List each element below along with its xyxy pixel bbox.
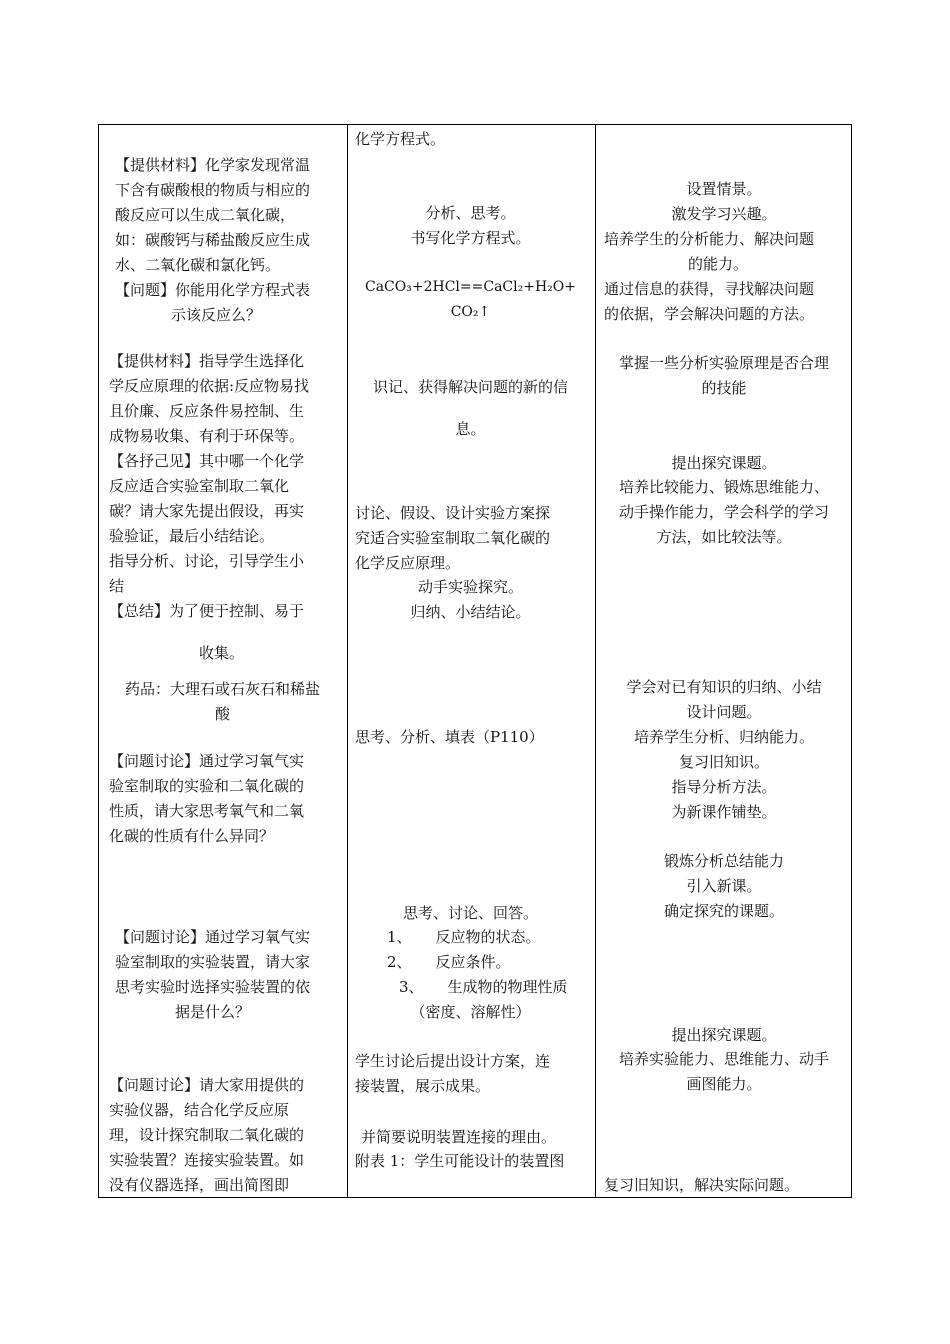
text-line: 如：碳酸钙与稀盐酸反应生成 [115, 231, 311, 249]
answer-item [387, 975, 568, 1000]
text-line: 验验证，最后小结结论。 [109, 527, 275, 545]
text-line: 接装置，展示成果。 [355, 1077, 491, 1095]
text-line: 掌握一些分析实验原理是否合理 [618, 354, 829, 372]
text-line: 培养学生分析、归纳能力。 [633, 728, 814, 746]
design-intent-column [596, 125, 852, 1197]
item-text: 反应条件。 [435, 953, 511, 971]
discuss-block [355, 501, 550, 576]
text-line: 复习旧知识。 [678, 753, 769, 771]
equation-line: CaCO₃+2HCl==CaCl₂+H₂O+ [365, 279, 576, 295]
text-line: 反应适合实验室制取二氧化 [109, 477, 290, 495]
text-line: 确定探究的课题。 [663, 902, 784, 920]
text-line: 碳？请大家先提出假设，再实 [109, 502, 305, 520]
analyze-block [347, 201, 594, 251]
text-line: 【问题讨论】通过学习氧气实 [115, 928, 311, 946]
item-text: 生成物的物理性质 [447, 978, 568, 996]
master-block [596, 351, 852, 401]
text-line: 为新课作铺垫。 [671, 803, 777, 821]
text-line: 动手操作能力，学会科学的学习 [618, 503, 829, 521]
text-line: 并简要说明装置连接的理由。 [361, 1128, 557, 1146]
text-line: 酸反应可以生成二氧化碳， [115, 206, 296, 224]
text-line: 且价廉、反应条件易控制、生 [109, 402, 305, 420]
text-line: 书写化学方程式。 [410, 229, 531, 247]
text-line: 水、二氧化碳和氯化钙。 [115, 256, 281, 274]
chemical-equation [347, 275, 594, 325]
collect-text: 收集。 [199, 644, 245, 662]
text-line: 酸 [214, 705, 230, 723]
equation-line: CO₂↑ [450, 304, 491, 320]
design-block [355, 1049, 550, 1099]
text-line: 结 [109, 577, 125, 595]
text-line: 分析、思考。 [425, 204, 516, 222]
summary-block [596, 675, 852, 825]
text-line: 化碳的性质有什么异同？ [109, 827, 275, 845]
text-line: 实验仪器，结合化学反应原 [109, 1101, 290, 1119]
text-line: 设置情景。 [686, 180, 762, 198]
scene-block [596, 177, 852, 227]
text-line: 没有仪器选择，画出简图即 [109, 1176, 290, 1194]
text-line: 性质，请大家思考氧气和二氧 [109, 802, 305, 820]
train-block [596, 849, 852, 924]
text-line: 学反应原理的依据:反应物易找 [109, 377, 310, 395]
text-line: 培养比较能力、锻炼思维能力、 [618, 478, 829, 496]
text-line: 示该反应么？ [171, 306, 262, 324]
text-line: 提出探究课题。 [671, 1026, 777, 1044]
text-line: 讨论、假设、设计实验方案探 [355, 504, 551, 522]
text-line: 究适合实验室制取二氧化碳的 [355, 529, 551, 547]
text-line: 【问题讨论】通过学习氧气实 [109, 752, 305, 770]
lesson-table [98, 124, 852, 1198]
text-line: 锻炼分析总结能力 [663, 852, 784, 870]
item-text: 反应物的状态。 [435, 928, 541, 946]
text-line: 息。 [455, 420, 486, 438]
text-line: 化学反应原理。 [355, 554, 461, 572]
text-line: 成物易收集、有利于环保等。 [109, 427, 305, 445]
text-line: 复习旧知识，解决实际问题。 [604, 1176, 800, 1194]
text-line: 下含有碳酸根的物质与相应的 [115, 181, 311, 199]
answer-item [387, 925, 568, 950]
compare-block [596, 475, 852, 550]
text-line: 思考实验时选择实验装置的依 [115, 978, 311, 996]
student-activity-column [347, 125, 594, 1197]
text-line: 画图能力。 [686, 1075, 762, 1093]
text-line: 验室制取的实验和二氧化碳的 [109, 777, 305, 795]
text-line: 【提供材料】指导学生选择化 [109, 352, 305, 370]
text-line: 理，设计探究制取二氧化碳的 [109, 1126, 305, 1144]
text-line: 培养实验能力、思维能力、动手 [618, 1050, 829, 1068]
text-line: 引入新课。 [686, 877, 762, 895]
answer-item [387, 950, 568, 975]
material-block-2 [109, 349, 309, 624]
text-line: 识记、获得解决问题的新的信 [372, 378, 568, 396]
text-line: 据是什么？ [175, 1003, 251, 1021]
discussion-block-3 [109, 1073, 304, 1198]
text-line: 激发学习兴趣。 [671, 205, 777, 223]
text-line: 【问题讨论】请大家用提供的 [109, 1076, 305, 1094]
text-line: 验室制取的实验装置，请大家 [115, 953, 311, 971]
text-line: 的依据，学会解决问题的方法。 [604, 305, 815, 323]
text-line: 指导分析、讨论，引导学生小 [109, 552, 305, 570]
text-line: 方法，如比较法等。 [656, 528, 792, 546]
text-line: 的能力。 [688, 255, 749, 273]
text-line: 思考、分析、填表（P110） [355, 728, 544, 746]
text-line: 【问题】你能用化学方程式表 [115, 281, 311, 299]
text-line: 培养学生的分析能力、解决问题 [604, 230, 815, 248]
material-block-1 [115, 153, 310, 328]
drugs-block [99, 677, 346, 727]
item-number: 3、 [399, 978, 424, 996]
text-line: 动手实验探究。 [417, 578, 523, 596]
text-line: 设计问题。 [686, 703, 762, 721]
text-line: 化学方程式。 [355, 130, 446, 148]
text-line: 实验装置？连接实验装置。如 [109, 1151, 305, 1169]
text-line: （密度、溶解性） [410, 1003, 531, 1021]
hands-block [347, 575, 594, 625]
text-line: 的技能 [701, 379, 747, 397]
text-line: 【总结】为了便于控制、易于 [109, 602, 305, 620]
text-line: 学生讨论后提出设计方案，连 [355, 1052, 551, 1070]
discussion-block-2 [115, 925, 310, 1025]
experiment-block [596, 1047, 852, 1097]
discussion-block-1 [109, 749, 304, 849]
answer-list [387, 925, 568, 1000]
item-number: 1、 [387, 928, 412, 946]
text-line: 归纳、小结结论。 [410, 603, 531, 621]
text-line: 通过信息的获得，寻找解决问题 [604, 280, 815, 298]
text-line: 学会对已有知识的归纳、小结 [626, 678, 822, 696]
text-line: 【各抒己见】其中哪一个化学 [109, 452, 305, 470]
text-line: 思考、讨论、回答。 [402, 904, 538, 922]
text-line: 药品：大理石或石灰石和稀盐 [124, 680, 320, 698]
text-line: 附表 1：学生可能设计的装置图 [355, 1152, 565, 1170]
text-line: 提出探究课题。 [671, 454, 777, 472]
text-line: 指导分析方法。 [671, 778, 777, 796]
text-line: 【提供材料】化学家发现常温 [115, 156, 311, 174]
teacher-activity-column [99, 125, 346, 1197]
ability-block [604, 227, 814, 327]
item-number: 2、 [387, 953, 412, 971]
